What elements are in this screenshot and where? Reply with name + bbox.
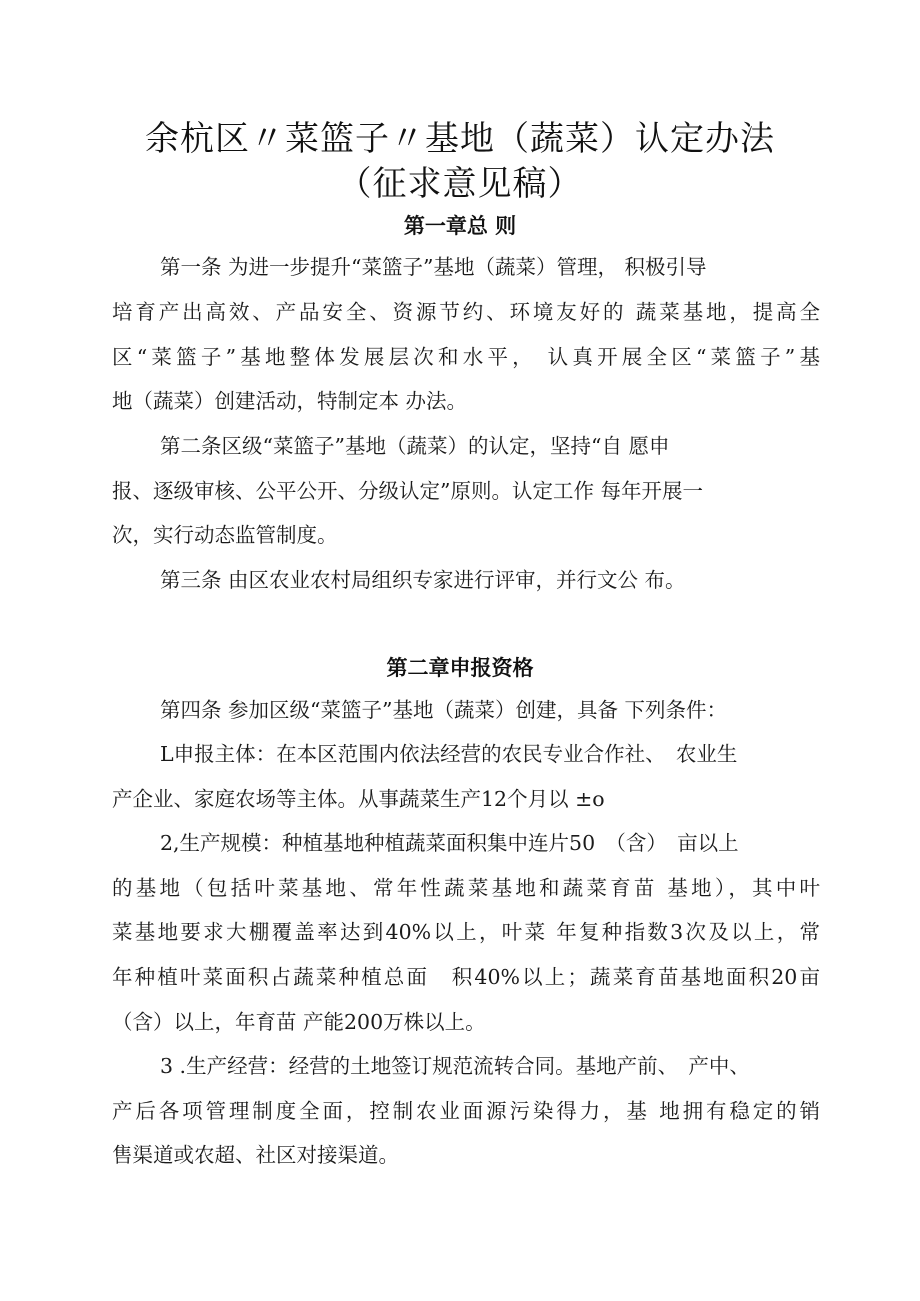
- item-3-line: 售渠道或农超、社区对接渠道。: [112, 1143, 399, 1167]
- item-2-line: 菜基地要求大棚覆盖率达到40%以上，叶菜 年复种指数3次及以上，常: [112, 920, 820, 944]
- item-2-line: （含）以上，年育苗 产能200万株以上。: [112, 1010, 486, 1034]
- item-2-line: 的基地（包括叶菜基地、常年性蔬菜基地和蔬菜育苗 基地），其中叶: [112, 876, 820, 900]
- item-3-line: 3 .生产经营：经营的土地签订规范流转合同。基地产前、 产中、: [160, 1054, 750, 1078]
- item-1-line: L申报主体：在本区范围内依法经营的农民专业合作社、 农业生: [160, 742, 738, 766]
- article-1-line: 地（蔬菜）创建活动，特制定本 办法。: [112, 389, 468, 413]
- article-1-line: 第一条 为进一步提升“菜篮子”基地（蔬菜）管理， 积极引导: [160, 255, 707, 279]
- chapter-1-heading: 第一章总 则: [403, 214, 517, 238]
- item-3-line: 产后各项管理制度全面，控制农业面源污染得力，基 地拥有稳定的销: [112, 1099, 820, 1123]
- item-1-line: 产企业、家庭农场等主体。从事蔬菜生产12个月以 ±o: [112, 787, 605, 811]
- article-1-line: 培育产出高效、产品安全、资源节约、环境友好的 蔬菜基地，提高全: [112, 300, 820, 324]
- article-1-line: 区“菜篮子”基地整体发展层次和水平， 认真开展全区“菜篮子”基: [112, 345, 820, 369]
- article-4-line: 第四条 参加区级“菜篮子”基地（蔬菜）创建，具备 下列条件：: [160, 698, 727, 722]
- chapter-2-heading: 第二章申报资格: [386, 656, 534, 680]
- item-2-line: 年种植叶菜面积占蔬菜种植总面 积40%以上；蔬菜育苗基地面积20亩: [112, 965, 820, 989]
- article-2-line: 报、逐级审核、公平公开、分级认定”原则。认定工作 每年开展一: [112, 479, 703, 503]
- article-3-line: 第三条 由区农业农村局组织专家进行评审，并行文公 布。: [160, 568, 686, 592]
- item-2-line: 2,生产规模：种植基地种植蔬菜面积集中连片50 （含） 亩以上: [160, 831, 739, 855]
- document-title: 余杭区〃菜篮子〃基地（蔬菜）认定办法: [145, 119, 775, 159]
- article-2-line: 次，实行动态监管制度。: [112, 523, 338, 547]
- document-subtitle: （征求意见稿）: [337, 164, 583, 204]
- article-2-line: 第二条区级“菜篮子”基地（蔬菜）的认定，坚持“自 愿申: [160, 434, 670, 458]
